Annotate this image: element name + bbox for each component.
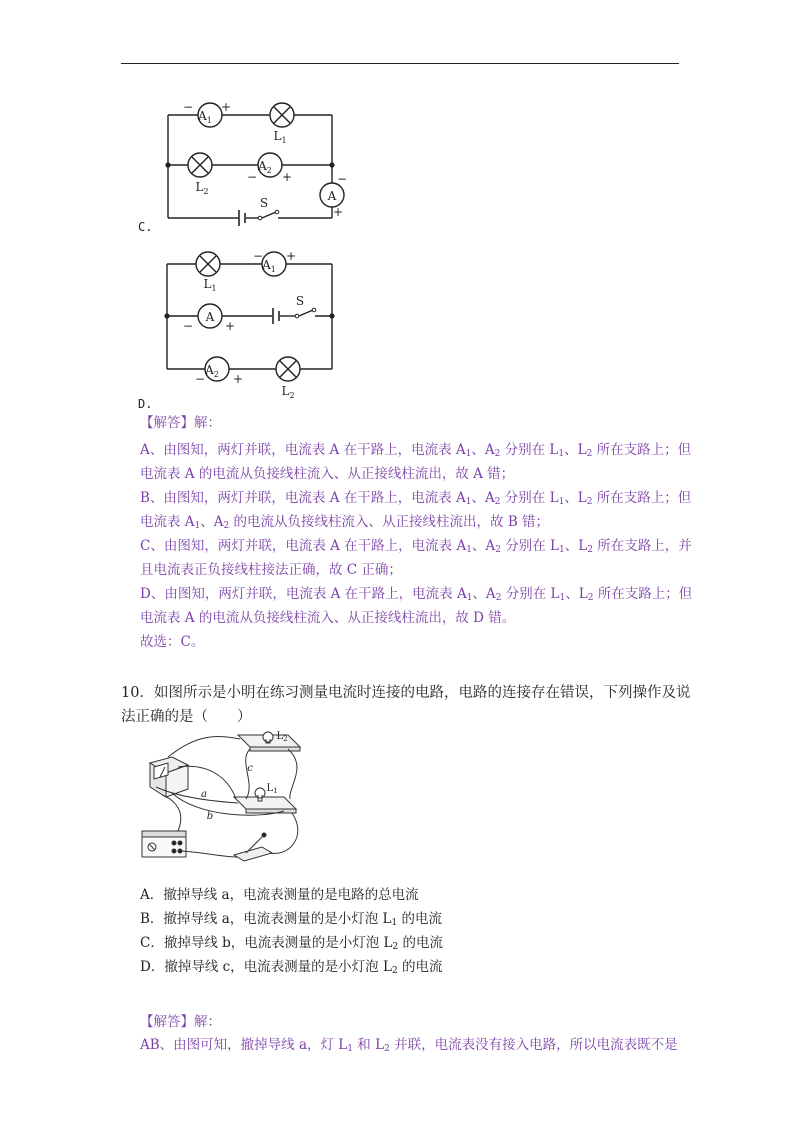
question-10-line-2: 法正确的是（ ）	[121, 709, 252, 725]
answer-line: D、由图知，两灯并联，电流表 A 在干路上，电流表 $A_1$、$A_2$ 分别在 $L_1$、$L_2$ 所在支路上；但	[140, 586, 693, 603]
wire-a-label: a	[201, 789, 207, 800]
answer10-heading: 【解答】解：	[140, 1014, 221, 1030]
choice-option[interactable]: D．撤掉导线 c，电流表测量的是小灯泡 $L_2$ 的电流	[140, 959, 443, 976]
header-rule	[121, 63, 679, 64]
svg-text:−: −	[252, 249, 264, 263]
answer-line: C、由图知，两灯并联，电流表 A 在干路上，电流表 $A_1$、$A_2$ 分别在 $L_1$、$L_2$ 所在支路上，并	[140, 538, 692, 555]
switch-s-label: S	[295, 294, 305, 308]
option-d-label: D.	[138, 397, 153, 411]
svg-text:+: +	[232, 372, 244, 386]
answer-line: 且电流表正负接线柱接法正确，故 C 正确；	[140, 562, 402, 578]
circuit-diagram-c	[150, 95, 360, 230]
svg-text:−: −	[246, 170, 258, 184]
wire-c-label: c	[247, 763, 253, 774]
physical-circuit-illustration	[138, 727, 308, 867]
svg-text:+: +	[285, 249, 297, 263]
answer-line: A、由图知，两灯并联，电流表 A 在干路上，电流表 $A_1$、$A_2$ 分别在 $L_1$、$L_2$ 所在支路上；但	[140, 442, 692, 459]
option-c-label: C.	[138, 220, 153, 234]
switch-s-label: S	[259, 196, 269, 210]
bulb-l1-label: $L_1$	[266, 783, 278, 795]
svg-text:−: −	[336, 172, 348, 186]
answer-line: 电流表 A 的电流从负接线柱流入、从正接线柱流出，故 D 错。	[140, 610, 516, 626]
choice-option[interactable]: A．撤掉导线 a，电流表测量的是电路的总电流	[140, 887, 419, 903]
ammeter-a2-text: $A_2$	[258, 159, 272, 175]
question-10-line-1: 10．如图所示是小明在练习测量电流时连接的电路，电路的连接存在错误，下列操作及说	[121, 685, 691, 701]
answer-heading: 【解答】解：	[140, 415, 221, 431]
bulb-l2-label: $L_2$	[276, 731, 288, 743]
circuit-diagram-d	[150, 248, 350, 398]
wire-b-label: b	[206, 811, 214, 822]
svg-text:+: +	[220, 100, 232, 114]
answer-line: 电流表 A 的电流从负接线柱流入、从正接线柱流出，故 A 错；	[140, 466, 515, 482]
lamp-l2-label: $L_2$	[281, 384, 295, 400]
svg-text:−: −	[182, 319, 194, 333]
choice-option[interactable]: B．撤掉导线 a，电流表测量的是小灯泡 $L_1$ 的电流	[140, 911, 443, 928]
svg-text:+: +	[281, 170, 293, 184]
answer-line: 故选：C。	[140, 634, 205, 650]
ammeter-a2-text: $A_2$	[205, 363, 219, 379]
choice-option[interactable]: C．撤掉导线 b，电流表测量的是小灯泡 $L_2$ 的电流	[140, 935, 444, 952]
ammeter-a1-text: $A_1$	[198, 109, 212, 125]
ammeter-a1-text: $A_1$	[262, 258, 276, 274]
lamp-l2-label: $L_2$	[195, 180, 209, 196]
ammeter-a-text: A	[327, 189, 337, 203]
svg-text:−: −	[194, 372, 206, 386]
ammeter-a-text: A	[205, 310, 215, 324]
answer-line: B、由图知，两灯并联，电流表 A 在干路上，电流表 $A_1$、$A_2$ 分别在 $L_1$、$L_2$ 所在支路上；但	[140, 490, 692, 507]
lamp-l1-label: $L_1$	[273, 129, 287, 145]
svg-text:−: −	[182, 100, 194, 114]
lamp-l1-label: $L_1$	[203, 277, 217, 293]
answer10-line-1: AB、由图可知，撤掉导线 a，灯 $L_1$ 和 $L_2$ 并联，电流表没有接入电路，所以电流表既不是	[140, 1037, 678, 1054]
svg-text:+: +	[224, 319, 236, 333]
svg-text:+: +	[332, 205, 344, 219]
answer-line: 电流表 $A_1$、$A_2$ 的电流从负接线柱流入、从正接线柱流出，故 B 错；	[140, 514, 550, 531]
